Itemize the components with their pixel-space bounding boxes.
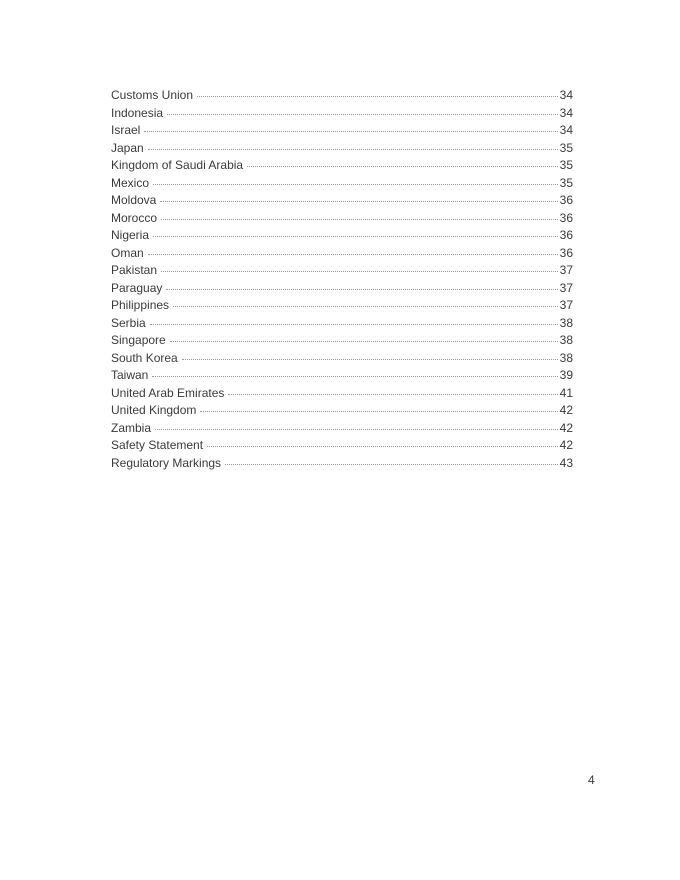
dot-leader xyxy=(161,271,558,272)
dot-leader xyxy=(153,184,558,185)
toc-entry-israel[interactable] xyxy=(111,122,573,140)
toc-entry-title: Taiwan xyxy=(111,368,149,382)
toc-entry-page: 36 xyxy=(559,245,573,260)
toc-entry-title: Regulatory Markings xyxy=(111,455,222,470)
dot-leader xyxy=(152,376,557,377)
dot-leader xyxy=(155,429,558,430)
toc-entry-title: Oman xyxy=(111,245,144,260)
toc-entry-safety-statement[interactable] xyxy=(111,437,573,455)
toc-entry-title: Israel xyxy=(111,123,141,137)
toc-entry-title: South Korea xyxy=(111,350,178,365)
toc-entry-title: Nigeria xyxy=(111,228,150,242)
toc-entry-page: 35 xyxy=(559,140,573,155)
toc-entry-title: Mexico xyxy=(111,175,150,190)
toc-entry-paraguay[interactable] xyxy=(111,280,573,298)
toc-entry-page: 43 xyxy=(559,455,573,470)
toc-entry-page: 39 xyxy=(559,368,573,382)
toc-entry-title: United Arab Emirates xyxy=(111,385,225,400)
table-of-contents xyxy=(111,87,573,472)
toc-entry-regulatory-markings[interactable] xyxy=(111,455,573,473)
toc-entry-page: 42 xyxy=(559,420,573,435)
toc-entry-title: Singapore xyxy=(111,333,166,347)
toc-entry-page: 36 xyxy=(559,228,573,242)
page-number: 4 xyxy=(588,773,595,787)
toc-entry-page: 34 xyxy=(559,105,573,120)
dot-leader xyxy=(228,394,557,395)
dot-leader xyxy=(225,464,558,465)
toc-entry-page: 38 xyxy=(559,333,573,347)
dot-leader xyxy=(247,166,558,167)
toc-entry-title: Japan xyxy=(111,140,144,155)
toc-entry-morocco[interactable] xyxy=(111,210,573,228)
toc-entry-page: 35 xyxy=(559,175,573,190)
dot-leader xyxy=(207,446,558,447)
toc-entry-title: United Kingdom xyxy=(111,403,197,417)
toc-entry-title: Serbia xyxy=(111,315,146,330)
toc-entry-moldova[interactable] xyxy=(111,192,573,210)
toc-entry-page: 42 xyxy=(559,438,573,452)
dot-leader xyxy=(148,149,558,150)
toc-entry-singapore[interactable] xyxy=(111,332,573,350)
toc-entry-title: Morocco xyxy=(111,210,158,225)
toc-entry-nigeria[interactable] xyxy=(111,227,573,245)
toc-entry-page: 36 xyxy=(559,193,573,207)
toc-entry-united-kingdom[interactable] xyxy=(111,402,573,420)
toc-entry-title: Indonesia xyxy=(111,105,164,120)
dot-leader xyxy=(173,306,558,307)
dot-leader xyxy=(160,201,557,202)
toc-entry-page: 41 xyxy=(559,385,573,400)
toc-entry-philippines[interactable] xyxy=(111,297,573,315)
toc-entry-japan[interactable] xyxy=(111,140,573,158)
dot-leader xyxy=(197,96,558,97)
toc-entry-oman[interactable] xyxy=(111,245,573,263)
dot-leader xyxy=(182,359,558,360)
toc-entry-pakistan[interactable] xyxy=(111,262,573,280)
toc-entry-page: 36 xyxy=(559,210,573,225)
toc-entry-page: 37 xyxy=(559,298,573,312)
toc-entry-page: 34 xyxy=(559,88,573,102)
toc-entry-title: Customs Union xyxy=(111,88,194,102)
toc-entry-page: 35 xyxy=(559,158,573,172)
dot-leader xyxy=(167,114,558,115)
toc-entry-title: Pakistan xyxy=(111,263,158,277)
toc-entry-title: Moldova xyxy=(111,193,157,207)
toc-entry-mexico[interactable] xyxy=(111,175,573,193)
toc-entry-customs-union[interactable] xyxy=(111,87,573,105)
toc-entry-page: 38 xyxy=(559,350,573,365)
toc-entry-page: 37 xyxy=(559,263,573,277)
toc-entry-zambia[interactable] xyxy=(111,420,573,438)
toc-entry-title: Philippines xyxy=(111,298,170,312)
dot-leader xyxy=(166,289,557,290)
dot-leader xyxy=(170,341,558,342)
toc-entry-title: Kingdom of Saudi Arabia xyxy=(111,158,244,172)
toc-entry-taiwan[interactable] xyxy=(111,367,573,385)
toc-entry-page: 42 xyxy=(559,403,573,417)
dot-leader xyxy=(200,411,557,412)
dot-leader xyxy=(161,219,558,220)
toc-entry-united-arab-emirates[interactable] xyxy=(111,385,573,403)
toc-entry-page: 37 xyxy=(559,280,573,295)
toc-entry-page: 34 xyxy=(559,123,573,137)
toc-entry-title: Zambia xyxy=(111,420,152,435)
dot-leader xyxy=(148,254,558,255)
toc-entry-title: Safety Statement xyxy=(111,438,204,452)
dot-leader xyxy=(153,236,558,237)
toc-entry-serbia[interactable] xyxy=(111,315,573,333)
toc-entry-page: 38 xyxy=(559,315,573,330)
toc-entry-title: Paraguay xyxy=(111,280,163,295)
toc-entry-kingdom-of-saudi-arabia[interactable] xyxy=(111,157,573,175)
dot-leader xyxy=(150,324,558,325)
toc-entry-indonesia[interactable] xyxy=(111,105,573,123)
dot-leader xyxy=(144,131,557,132)
toc-entry-south-korea[interactable] xyxy=(111,350,573,368)
